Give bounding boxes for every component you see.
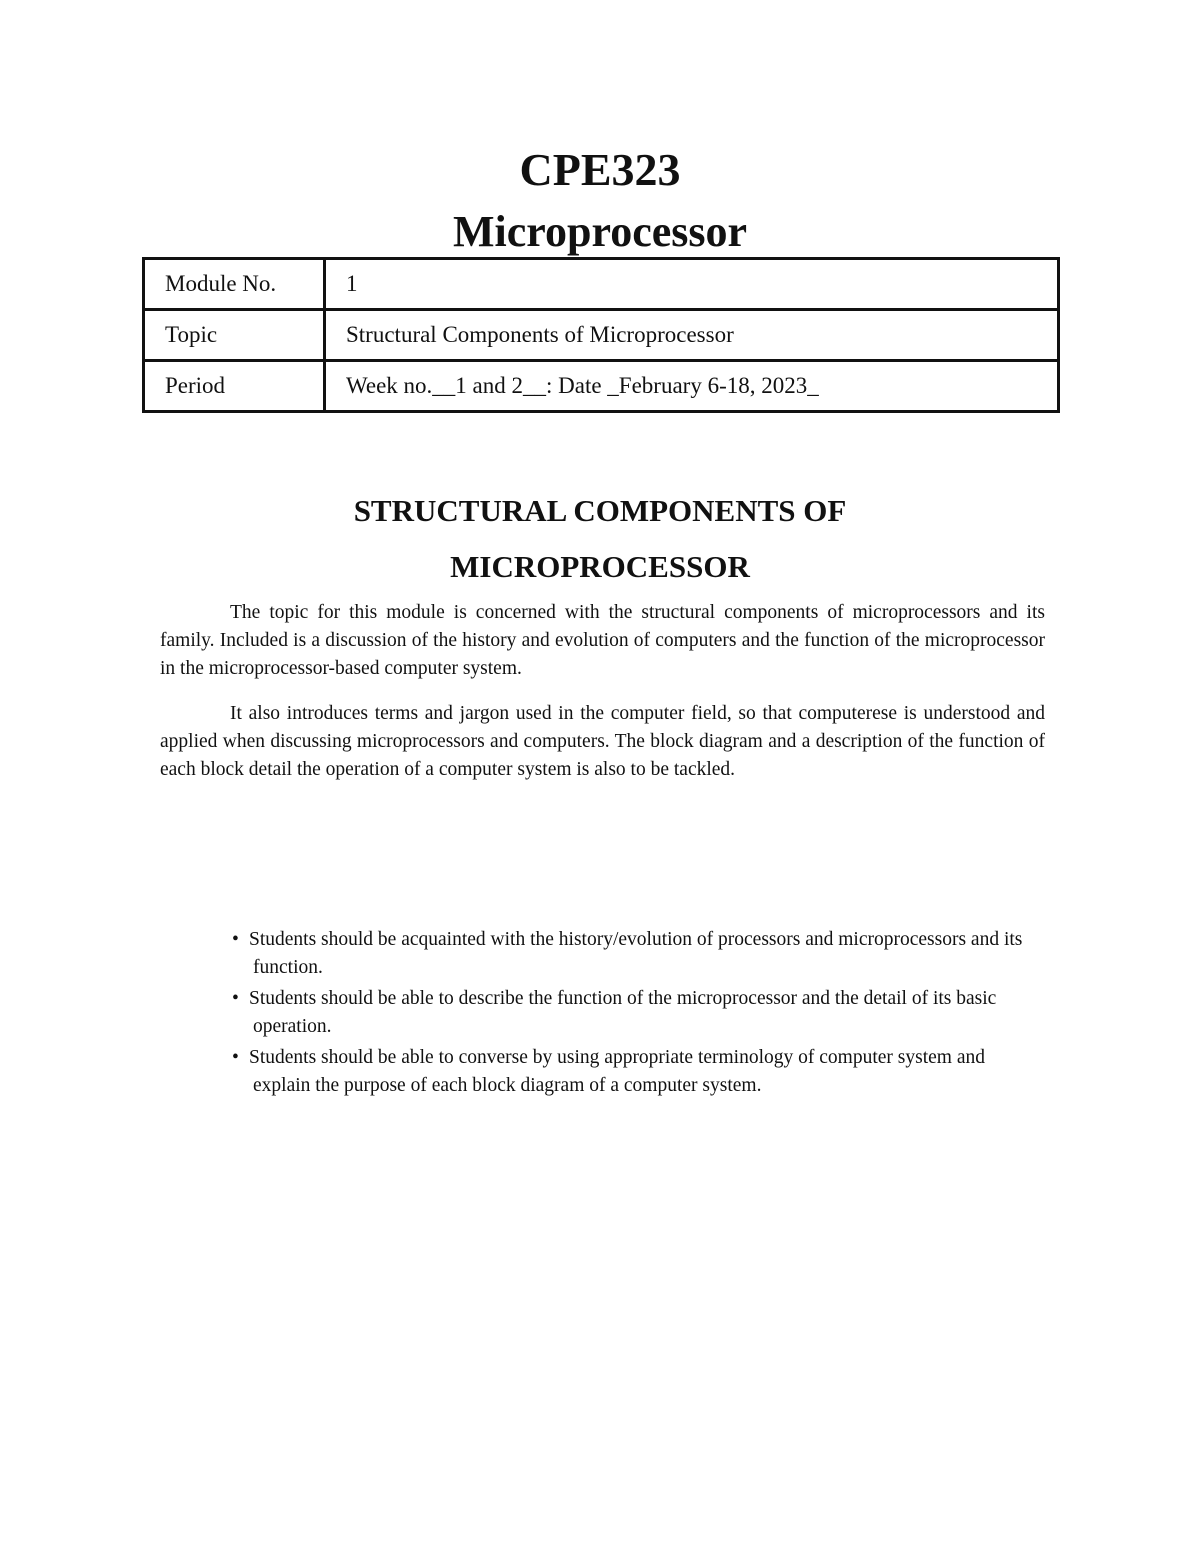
objective-text: Students should be acquainted with the history/evolution of processors and microprocessors and its function. [249,929,1023,978]
section-heading-line1: STRUCTURAL COMPONENTS OF [353,493,847,528]
list-item [216,926,1046,982]
list-item [216,1044,1046,1100]
intro-paragraph: The topic for this module is concerned with the structural components of microprocessors and its family. Included is a discussion of the history and evolution of computers and the function of the microprocessor in the microprocessor-based computer system. [160,602,1045,679]
module-value: 1 [325,259,1059,310]
topic-label: Topic [144,310,325,361]
bullet-icon: • [232,929,239,950]
table-row-module [144,259,1059,310]
section-heading-line2: MICROPROCESSOR [450,549,750,584]
period-value: Week no.__1 and 2__: Date _February 6-18, 2023_ [325,361,1059,412]
table-row-period [144,361,1059,412]
course-title: Microprocessor [452,207,748,256]
objective-text: Students should be able to describe the function of the microprocessor and the detail of its basic operation. [249,988,997,1037]
period-label: Period [144,361,325,412]
module-label: Module No. [144,259,325,310]
objective-text: Students should be able to converse by using appropriate terminology of computer system and explain the purpose of each block diagram of a computer system. [249,1047,985,1096]
module-info-table [142,257,1060,413]
topic-value: Structural Components of Microprocessor [325,310,1059,361]
bullet-icon: • [232,988,239,1009]
jargon-paragraph: It also introduces terms and jargon used in the computer field, so that computerese is understood and applied when discussing microprocessors and computers. The block diagram and a description of the function of each block detail the operation of a computer system is also to be tackled. [160,703,1045,780]
objectives-list [216,926,1046,1103]
bullet-icon: • [232,1047,239,1068]
table-row-topic [144,310,1059,361]
list-item [216,985,1046,1041]
course-code: CPE323 [519,144,681,195]
section-heading [0,483,1200,595]
